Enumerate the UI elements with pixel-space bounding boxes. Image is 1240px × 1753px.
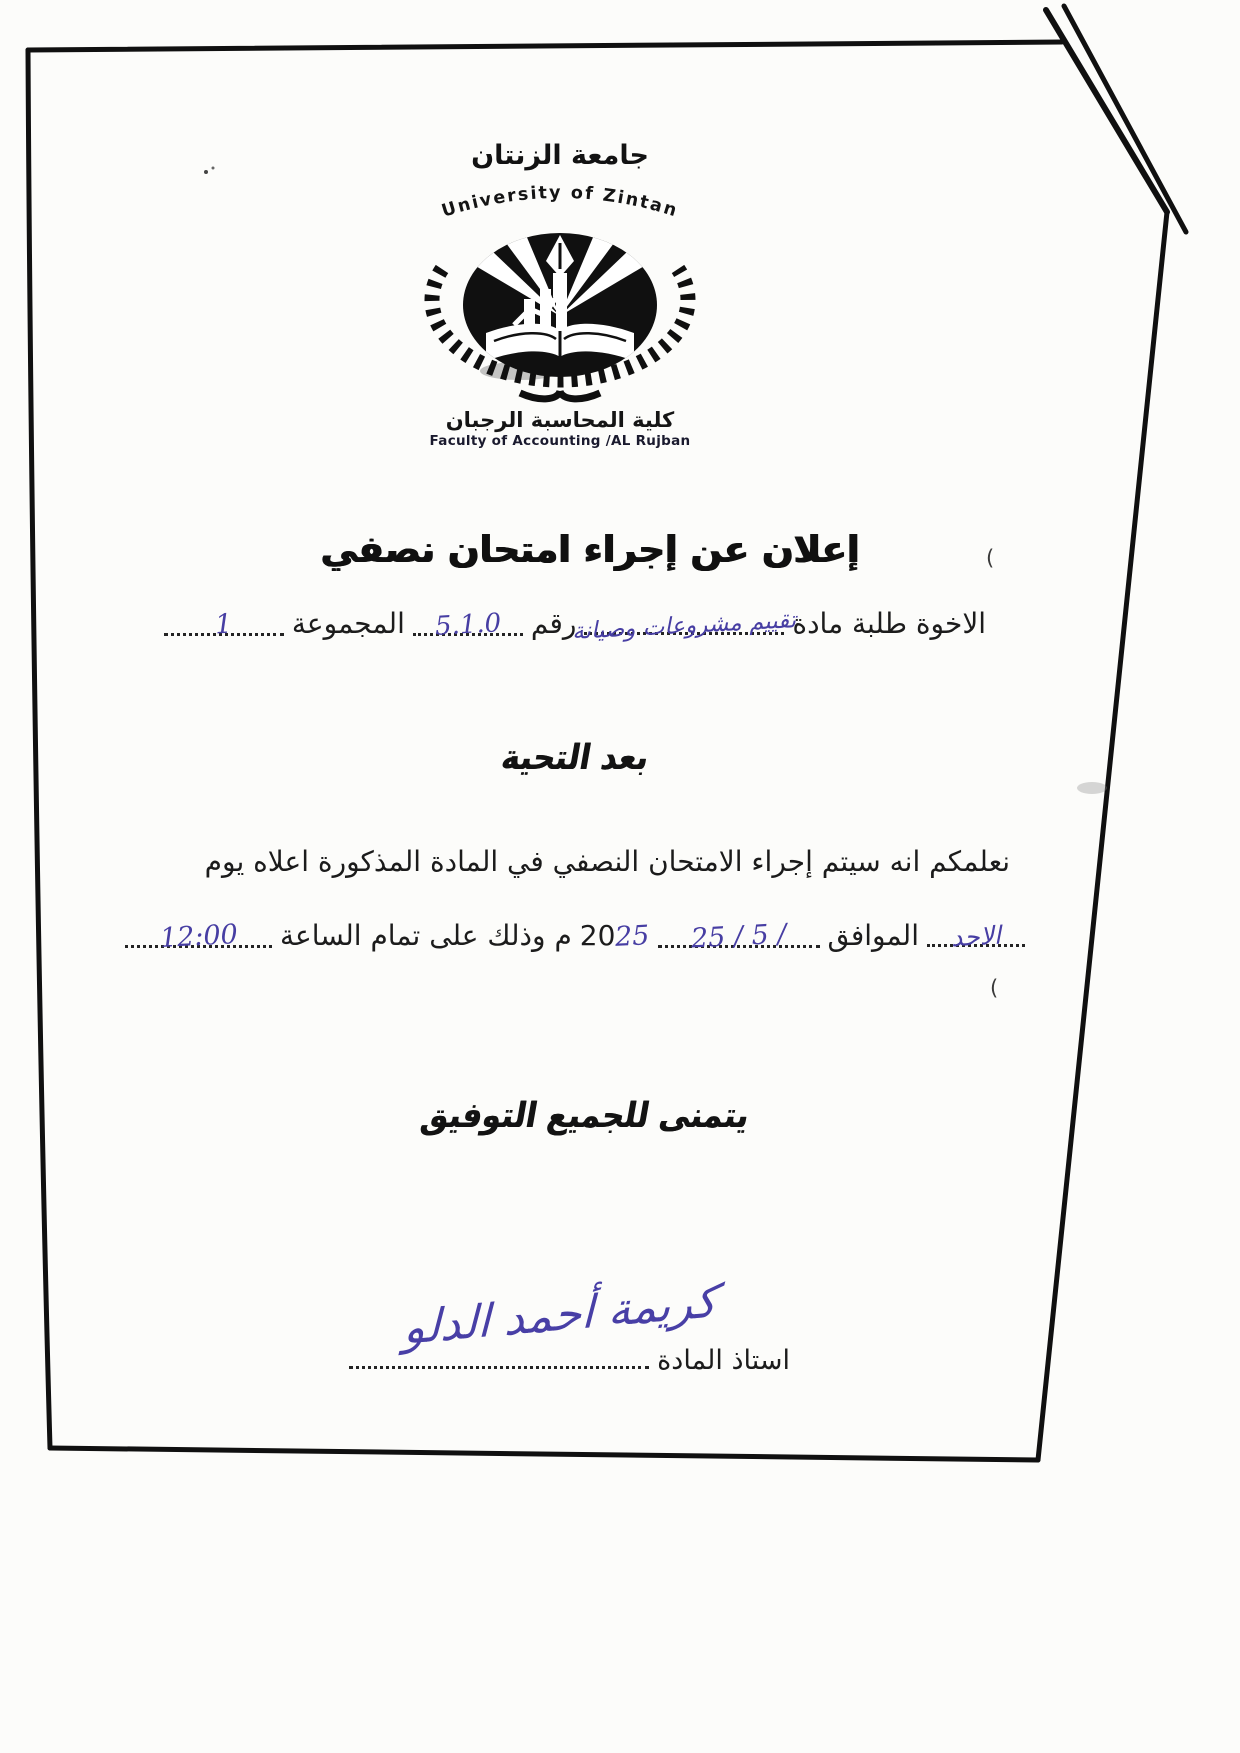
greeting-calligraphy: بعد التحية: [498, 737, 652, 779]
time-phrase: م وذلك على تمام الساعة: [280, 919, 572, 953]
scan-paren-mark: (: [990, 976, 999, 1000]
university-logo: [388, 140, 732, 449]
faculty-name-arabic: كلية المحاسبة الرجبان: [445, 408, 675, 432]
corresponding-label: الموافق: [827, 919, 919, 953]
university-name-arabic: جامعة الزنتان: [471, 140, 649, 171]
handwritten-group-number: 1: [214, 608, 234, 641]
faculty-name-english: Faculty of Accounting /AL Rujban: [429, 433, 691, 449]
scan-paren-mark: (: [986, 546, 995, 570]
course-fill-line: [140, 600, 1010, 646]
course-number-blank: [413, 601, 523, 642]
date-time-line: [125, 912, 1025, 955]
handwritten-course-number: 5.1.0: [434, 608, 502, 642]
document-title: إعلان عن إجراء امتحان نصفي: [320, 528, 860, 571]
body-paragraph: نعلمكم انه سيتم إجراء الامتحان النصفي في المادة المذكورة اعلاه يوم: [204, 845, 1010, 878]
group-label: المجموعة: [291, 607, 405, 641]
scan-speck: [212, 167, 215, 170]
svg-text:University of Zintan: University of Zintan: [439, 182, 681, 222]
closing-calligraphy: يتمنى للجميع التوفيق: [417, 1095, 753, 1137]
course-number-label: رقم: [530, 607, 577, 641]
group-number-blank: [164, 601, 284, 641]
day-blank: [927, 912, 1025, 953]
year-field: [580, 919, 650, 952]
handwritten-day: الاحد: [950, 920, 1002, 953]
date-blank: [658, 913, 820, 955]
handwritten-signature: كريمة أحمد الدلو: [402, 1274, 718, 1355]
scan-smudge: [1077, 782, 1107, 794]
time-blank: [125, 913, 272, 955]
students-line-prefix: الاخوة طلبة مادة: [792, 607, 987, 641]
course-name-blank: [571, 600, 798, 646]
printed-century: 20: [579, 919, 616, 953]
handwritten-course-name: تقييم مشروعات وصيانة: [571, 607, 798, 646]
signature-label: استاذ المادة: [657, 1345, 790, 1377]
handwritten-year: 25: [614, 920, 651, 954]
handwritten-day-month: 25 / 5 /: [690, 918, 788, 955]
university-emblem-icon: [390, 221, 730, 406]
scan-speck: [204, 170, 208, 174]
handwritten-time: 12:00: [158, 919, 239, 955]
